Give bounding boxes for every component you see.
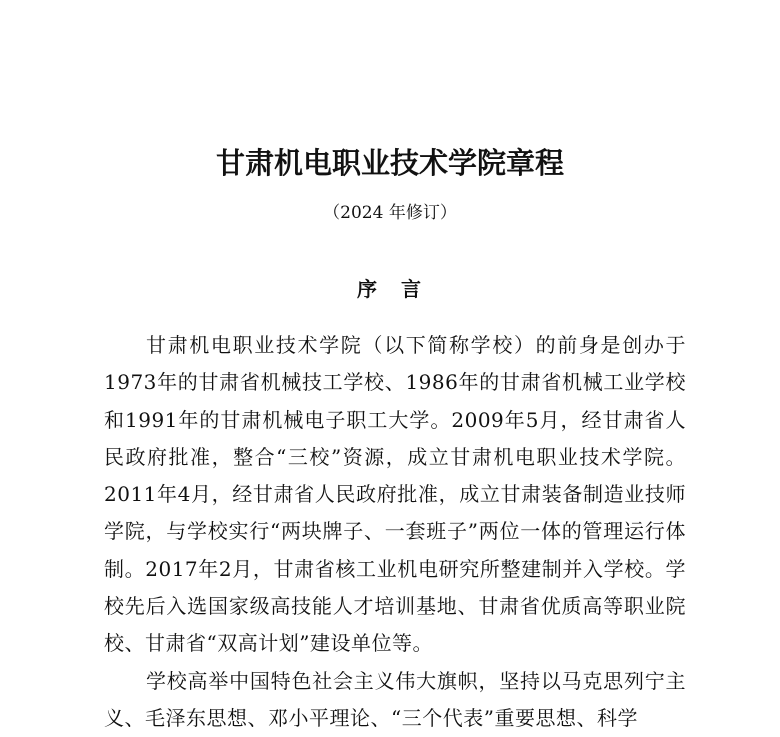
- document-body: [104, 327, 686, 737]
- document-subtitle: （2024 年修订）: [323, 203, 457, 223]
- paragraph: 甘肃机电职业技术学院（以下简称学校）的前身是创办于1973年的甘肃省机械技工学校、1986年的甘肃省机械工业学校和1991年的甘肃机械电子职工大学。2009年5月，经甘肃省人民政府批准，整合“三校”资源，成立甘肃机电职业技术学院。2011年4月，经甘肃省人民政府批准，成立甘肃装备制造业技师学院，与学校实行“两块牌子、一套班子”两位一体的管理运行体制。2017年2月，甘肃省核工业机电研究所整建制并入学校。学校先后入选国家级高技能人才培训基地、甘肃省优质高等职业院校、甘肃省“双高计划”建设单位等。: [104, 333, 686, 656]
- paragraph: 学校高举中国特色社会主义伟大旗帜，坚持以马克思列宁主义、毛泽东思想、邓小平理论、“三个代表”重要思想、科学: [104, 668, 686, 730]
- document-title: 甘肃机电职业技术学院章程: [215, 146, 564, 180]
- section-heading: 序 言: [357, 277, 423, 301]
